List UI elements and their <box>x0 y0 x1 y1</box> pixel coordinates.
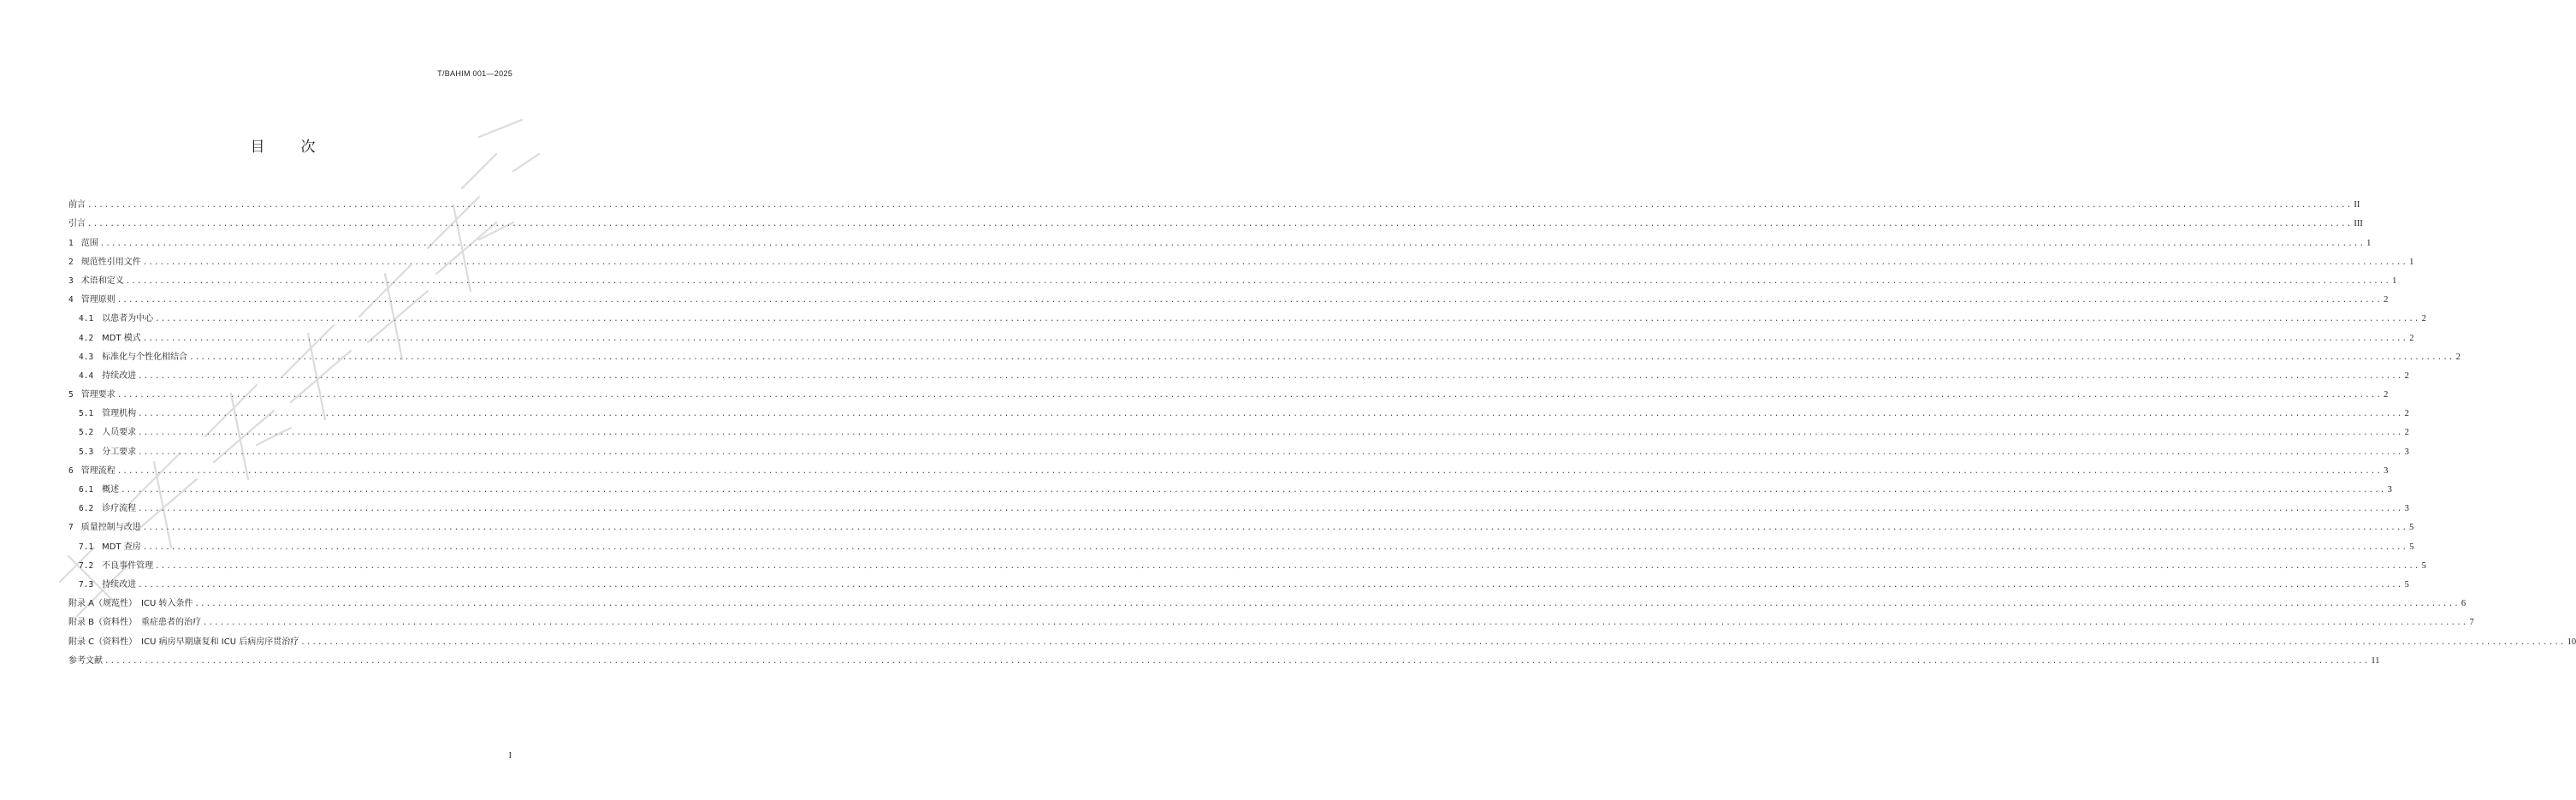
toc-entry-title: 持续改进 <box>102 579 137 590</box>
toc-entry[interactable] <box>68 325 2414 344</box>
toc-entry-page: II <box>2354 200 2360 210</box>
toc-entry-title: 前言 <box>68 200 86 210</box>
toc-entry-number: 6.1 <box>79 485 94 495</box>
toc-entry-title: 质量控制与改进 <box>80 523 141 533</box>
toc-entry-number: 4 <box>68 295 74 305</box>
toc-entry-title: 概述 <box>102 485 120 495</box>
toc-entry[interactable] <box>68 401 2409 420</box>
toc-entry-title: 管理流程 <box>80 465 115 476</box>
toc-entry-page: 5 <box>2404 579 2409 590</box>
toc-entry-page: 3 <box>2404 447 2409 457</box>
toc-entry-title: 分工要求 <box>102 447 137 457</box>
toc-entry-number: 4.4 <box>79 370 94 381</box>
toc-entry-page: 1 <box>2409 257 2414 267</box>
dot-leader: ................................................................................................................................................................................................................................................................................................................................................................................................................ <box>155 561 2420 571</box>
toc-entry-title: 诊疗流程 <box>102 504 137 514</box>
toc-entry[interactable] <box>68 534 2414 553</box>
toc-entry[interactable] <box>68 211 2363 230</box>
toc-entry-number: 4.1 <box>79 314 94 324</box>
dot-leader: ................................................................................................................................................................................................................................................................................................................................................................................................................ <box>87 201 2353 210</box>
toc-entry-number: 7.3 <box>79 579 94 590</box>
toc-entry[interactable] <box>68 193 2360 211</box>
toc-entry-title: 持续改进 <box>102 370 137 381</box>
toc-entry-title: 范围 <box>80 238 98 248</box>
toc-entry-title: 管理原则 <box>80 295 115 305</box>
toc-entry-number: 5.2 <box>79 428 94 438</box>
toc-entry[interactable] <box>68 515 2414 534</box>
toc-entry-number: 1 <box>68 238 74 248</box>
toc-entry-title: 附录 A（规范性） ICU 转入条件 <box>68 599 193 609</box>
toc-entry-number: 7.1 <box>79 542 94 552</box>
toc-entry-page: 5 <box>2421 560 2426 571</box>
toc-entry-title: 术语和定义 <box>80 276 124 286</box>
dot-leader: ................................................................................................................................................................................................................................................................................................................................................................................................................ <box>142 258 2408 267</box>
toc-entry-number: 4.3 <box>79 352 94 362</box>
toc-entry-page: 7 <box>2469 618 2474 628</box>
toc-entry-title: 附录 B（资料性） 重症患者的治疗 <box>68 618 202 628</box>
toc-entry-title: 标准化与个性化相结合 <box>102 352 188 362</box>
toc-entry-page: III <box>2354 219 2363 229</box>
standard-code: T/BAHIM 001—2025 <box>437 69 512 78</box>
toc-entry[interactable] <box>68 572 2409 591</box>
toc-entry[interactable] <box>68 477 2392 496</box>
toc-entry-number: 5.1 <box>79 409 94 419</box>
dot-leader: ................................................................................................................................................................................................................................................................................................................................................................................................................ <box>116 391 2383 400</box>
dot-leader: ................................................................................................................................................................................................................................................................................................................................................................................................................ <box>138 429 2403 438</box>
toc-entry-number: 2 <box>68 257 74 267</box>
toc-entry-page: 5 <box>2409 542 2414 552</box>
toc-entry-page: 11 <box>2371 655 2380 666</box>
toc-entry-title: 参考文献 <box>68 655 103 666</box>
toc-entry-number: 6 <box>68 465 74 476</box>
toc-entry-number: 7.2 <box>79 560 94 571</box>
toc-entry-page: 3 <box>2387 485 2392 495</box>
dot-leader: ................................................................................................................................................................................................................................................................................................................................................................................................................ <box>138 505 2403 514</box>
toc-entry[interactable] <box>68 287 2389 306</box>
toc-entry-page: 6 <box>2461 599 2466 609</box>
toc-entry[interactable] <box>68 420 2409 439</box>
dot-leader: ................................................................................................................................................................................................................................................................................................................................................................................................................ <box>189 353 2455 362</box>
toc-entry-title: 管理机构 <box>102 409 137 419</box>
toc-entry-number: 3 <box>68 276 74 286</box>
toc-entry[interactable] <box>68 306 2426 325</box>
toc-entry[interactable] <box>68 554 2426 572</box>
toc-entry-title: 附录 C（资料性） ICU 病房早期康复和 ICU 后病房序贯治疗 <box>68 637 299 647</box>
toc-entry[interactable] <box>68 610 2474 629</box>
toc-entry[interactable] <box>68 591 2466 610</box>
toc-entry-number: 4.2 <box>79 333 94 343</box>
toc-entry[interactable] <box>68 345 2461 364</box>
toc-entry[interactable] <box>68 250 2414 269</box>
toc-entry-page: 2 <box>2384 390 2389 400</box>
dot-leader: ................................................................................................................................................................................................................................................................................................................................................................................................................ <box>142 524 2408 533</box>
dot-leader: ................................................................................................................................................................................................................................................................................................................................................................................................................ <box>142 542 2408 552</box>
toc-entry-number: 5 <box>68 390 74 400</box>
toc-entry-title: MDT 模式 <box>102 333 141 343</box>
dot-leader: ................................................................................................................................................................................................................................................................................................................................................................................................................ <box>138 447 2403 457</box>
toc-entry-page: 3 <box>2384 465 2389 476</box>
title-char-1: 目 <box>250 139 265 156</box>
page-number: I <box>508 751 512 761</box>
toc-entry-page: 5 <box>2409 523 2414 533</box>
dot-leader: ................................................................................................................................................................................................................................................................................................................................................................................................................ <box>116 466 2383 476</box>
dot-leader: ................................................................................................................................................................................................................................................................................................................................................................................................................ <box>142 334 2408 343</box>
toc-entry[interactable] <box>68 230 2372 249</box>
toc-entry-title: 规范性引用文件 <box>80 257 141 267</box>
toc-entry[interactable] <box>68 459 2389 477</box>
dot-leader: ................................................................................................................................................................................................................................................................................................................................................................................................................ <box>300 637 2566 647</box>
toc-entry-title: 不良事件管理 <box>102 560 154 571</box>
toc-entry[interactable] <box>68 364 2409 382</box>
dot-leader: ................................................................................................................................................................................................................................................................................................................................................................................................................ <box>155 315 2420 324</box>
toc-entry-title: 以患者为中心 <box>102 314 154 324</box>
dot-leader: ................................................................................................................................................................................................................................................................................................................................................................................................................ <box>203 619 2468 628</box>
table-of-contents <box>68 193 2576 667</box>
toc-entry-number: 6.2 <box>79 504 94 514</box>
toc-entry-page: 2 <box>2404 428 2409 438</box>
toc-entry-page: 2 <box>2409 333 2414 343</box>
toc-entry[interactable] <box>68 439 2409 458</box>
toc-entry-number: 7 <box>68 523 74 533</box>
toc-entry-number: 5.3 <box>79 447 94 457</box>
title-char-2: 次 <box>300 139 316 156</box>
toc-entry[interactable] <box>68 496 2409 515</box>
dot-leader: ................................................................................................................................................................................................................................................................................................................................................................................................................ <box>138 371 2403 381</box>
toc-entry[interactable] <box>68 382 2389 401</box>
toc-entry-page: 2 <box>2384 295 2389 305</box>
dot-leader: ................................................................................................................................................................................................................................................................................................................................................................................................................ <box>116 296 2383 305</box>
dot-leader: ................................................................................................................................................................................................................................................................................................................................................................................................................ <box>194 600 2460 609</box>
dot-leader: ................................................................................................................................................................................................................................................................................................................................................................................................................ <box>138 580 2403 590</box>
toc-entry-page: 2 <box>2455 352 2461 362</box>
toc-entry[interactable] <box>68 269 2397 287</box>
toc-entry[interactable] <box>68 649 2380 667</box>
toc-entry-page: 2 <box>2421 314 2426 324</box>
dot-leader: ................................................................................................................................................................................................................................................................................................................................................................................................................ <box>104 656 2370 666</box>
toc-entry[interactable] <box>68 629 2576 648</box>
toc-entry-page: 1 <box>2392 276 2397 286</box>
dot-leader: ................................................................................................................................................................................................................................................................................................................................................................................................................ <box>121 486 2386 495</box>
dot-leader: ................................................................................................................................................................................................................................................................................................................................................................................................................ <box>87 220 2353 229</box>
toc-entry-page: 2 <box>2404 370 2409 381</box>
toc-entry-page: 2 <box>2404 409 2409 419</box>
toc-entry-title: 管理要求 <box>80 390 115 400</box>
toc-entry-title: 引言 <box>68 219 86 229</box>
toc-entry-page: 1 <box>2366 238 2372 248</box>
toc-entry-page: 10 <box>2567 637 2576 647</box>
dot-leader: ................................................................................................................................................................................................................................................................................................................................................................................................................ <box>125 276 2391 286</box>
toc-entry-title: MDT 查房 <box>102 542 141 552</box>
page-title <box>0 134 566 156</box>
dot-leader: ................................................................................................................................................................................................................................................................................................................................................................................................................ <box>99 239 2366 248</box>
toc-entry-page: 3 <box>2404 504 2409 514</box>
toc-entry-title: 人员要求 <box>102 428 137 438</box>
dot-leader: ................................................................................................................................................................................................................................................................................................................................................................................................................ <box>138 410 2403 419</box>
